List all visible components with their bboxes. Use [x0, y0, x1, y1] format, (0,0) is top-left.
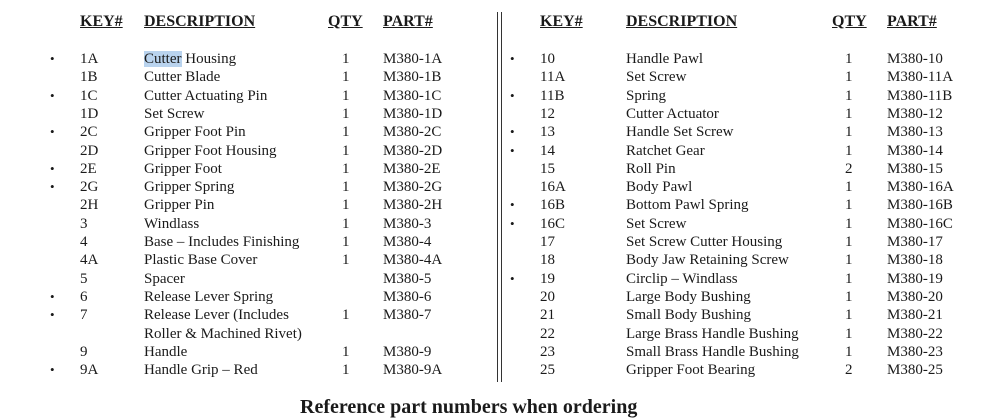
key-cell: 7	[80, 307, 88, 324]
row-bullet: •	[510, 215, 515, 231]
qty-cell: 1	[845, 87, 853, 104]
description-cell: Small Body Bushing	[626, 307, 752, 324]
row-bullet: •	[50, 124, 55, 140]
qty-cell: 1	[342, 142, 350, 159]
part-cell: M380-11B	[887, 87, 953, 104]
key-cell: 1D	[80, 105, 99, 122]
parts-row	[0, 233, 1000, 251]
right-header-description: DESCRIPTION	[626, 13, 738, 30]
qty-cell: 1	[342, 87, 350, 104]
parts-row	[0, 215, 1000, 233]
row-bullet: •	[50, 160, 55, 176]
description-cell: Cutter Housing	[144, 51, 237, 67]
parts-row	[0, 105, 1000, 123]
part-cell: M380-4	[383, 234, 432, 250]
qty-cell: 1	[845, 197, 853, 214]
qty-cell: 1	[845, 325, 853, 342]
right-header-qty: QTY	[832, 13, 867, 30]
qty-cell: 1	[342, 51, 350, 67]
description-cell: Roll Pin	[626, 160, 676, 177]
key-cell: 11B	[540, 87, 565, 104]
description-cell: Gripper Foot Pin	[144, 124, 246, 141]
qty-cell: 1	[342, 234, 350, 250]
parts-row	[0, 270, 1000, 288]
part-cell: M380-6	[383, 288, 432, 305]
description-cell: Set Screw	[626, 69, 687, 86]
description-cell: Roller & Machined Rivet)	[144, 325, 302, 342]
parts-row	[0, 123, 1000, 141]
parts-row	[0, 142, 1000, 160]
key-cell: 5	[80, 270, 88, 287]
description-cell: Circlip – Windlass	[626, 270, 738, 287]
description-cell: Cutter Actuating Pin	[144, 87, 268, 104]
part-cell: M380-21	[887, 307, 943, 324]
part-cell: M380-23	[887, 343, 943, 360]
part-cell: M380-1B	[383, 69, 442, 86]
parts-row	[0, 68, 1000, 86]
part-cell: M380-2E	[383, 160, 441, 177]
parts-row	[0, 288, 1000, 306]
part-cell: M380-22	[887, 325, 943, 342]
key-cell: 1A	[80, 51, 99, 67]
key-cell: 20	[540, 288, 555, 305]
key-cell: 2E	[80, 160, 97, 177]
description-cell: Base – Includes Finishing	[144, 234, 300, 250]
left-header-qty: QTY	[328, 13, 363, 30]
row-bullet: •	[50, 179, 55, 195]
description-cell: Windlass	[144, 215, 200, 232]
row-bullet: •	[510, 270, 515, 286]
row-bullet: •	[50, 362, 55, 378]
key-cell: 17	[540, 234, 555, 250]
parts-row	[0, 361, 1000, 379]
qty-cell: 1	[342, 362, 350, 379]
key-cell: 2G	[80, 179, 99, 196]
description-cell: Handle Grip – Red	[144, 362, 258, 379]
parts-row	[0, 178, 1000, 196]
description-cell: Cutter Blade	[144, 69, 221, 86]
qty-cell: 1	[342, 252, 350, 269]
key-cell: 18	[540, 252, 555, 269]
qty-cell: 1	[845, 142, 853, 159]
key-cell: 2D	[80, 142, 99, 159]
parts-row	[0, 196, 1000, 214]
text-selection-highlight[interactable]: Cutter	[144, 51, 182, 67]
row-bullet: •	[510, 197, 515, 213]
qty-cell: 1	[845, 215, 853, 232]
key-cell: 9	[80, 343, 88, 360]
parts-row	[0, 160, 1000, 178]
qty-cell: 1	[845, 179, 853, 196]
key-cell: 22	[540, 325, 555, 342]
left-header-key: KEY#	[80, 13, 123, 30]
key-cell: 19	[540, 270, 555, 287]
parts-row	[0, 343, 1000, 361]
part-cell: M380-4A	[383, 252, 443, 269]
key-cell: 1C	[80, 87, 98, 104]
right-header-part: PART#	[887, 13, 937, 30]
part-cell: M380-16C	[887, 215, 953, 232]
parts-row	[0, 50, 1000, 68]
qty-cell: 1	[845, 124, 853, 141]
part-cell: M380-1D	[383, 105, 443, 122]
description-cell: Release Lever Spring	[144, 288, 274, 305]
description-cell: Handle Pawl	[626, 51, 704, 67]
key-cell: 9A	[80, 362, 99, 379]
key-cell: 23	[540, 343, 555, 360]
right-header-key: KEY#	[540, 13, 583, 30]
key-cell: 25	[540, 362, 555, 379]
qty-cell: 1	[342, 215, 350, 232]
description-cell: Handle Set Screw	[626, 124, 734, 141]
row-bullet: •	[50, 51, 55, 66]
qty-cell: 1	[342, 307, 350, 324]
part-cell: M380-18	[887, 252, 943, 269]
part-cell: M380-16B	[887, 197, 953, 214]
description-cell: Gripper Foot Housing	[144, 142, 277, 159]
qty-cell: 1	[845, 234, 853, 250]
left-header-description: DESCRIPTION	[144, 13, 256, 30]
description-cell: Release Lever (Includes	[144, 307, 289, 324]
description-cell: Spring	[626, 87, 667, 104]
row-bullet: •	[50, 87, 55, 103]
key-cell: 3	[80, 215, 88, 232]
description-cell: Set Screw	[626, 215, 687, 232]
description-cell: Gripper Spring	[144, 179, 235, 196]
qty-cell: 1	[845, 51, 853, 67]
description-cell: Plastic Base Cover	[144, 252, 258, 269]
part-cell: M380-16A	[887, 179, 954, 196]
qty-cell: 1	[342, 179, 350, 196]
part-cell: M380-15	[887, 160, 943, 177]
key-cell: 4	[80, 234, 88, 250]
part-cell: M380-19	[887, 270, 943, 287]
description-cell: Gripper Pin	[144, 197, 215, 214]
key-cell: 13	[540, 124, 555, 141]
description-cell: Bottom Pawl Spring	[626, 197, 749, 214]
qty-cell: 2	[845, 160, 853, 177]
description-cell: Small Brass Handle Bushing	[626, 343, 799, 360]
description-cell: Large Brass Handle Bushing	[626, 325, 799, 342]
part-cell: M380-3	[383, 215, 432, 232]
description-cell: Set Screw Cutter Housing	[626, 234, 783, 250]
row-bullet: •	[50, 288, 55, 304]
key-cell: 2H	[80, 197, 99, 214]
description-cell: Body Jaw Retaining Screw	[626, 252, 789, 269]
qty-cell: 1	[342, 124, 350, 141]
qty-cell: 1	[845, 343, 853, 360]
key-cell: 6	[80, 288, 88, 305]
qty-cell: 2	[845, 362, 853, 379]
part-cell: M380-10	[887, 51, 943, 67]
qty-cell: 1	[845, 288, 853, 305]
qty-cell: 1	[342, 105, 350, 122]
part-cell: M380-17	[887, 234, 943, 250]
part-cell: M380-1C	[383, 87, 442, 104]
description-cell: Large Body Bushing	[626, 288, 751, 305]
part-cell: M380-2G	[383, 179, 443, 196]
qty-cell: 1	[845, 307, 853, 324]
part-cell: M380-9A	[383, 362, 443, 379]
key-cell: 1B	[80, 69, 98, 86]
part-cell: M380-13	[887, 124, 943, 141]
part-cell: M380-9	[383, 343, 432, 360]
part-cell: M380-7	[383, 307, 432, 324]
description-cell: Body Pawl	[626, 179, 693, 196]
key-cell: 4A	[80, 252, 99, 269]
left-header-part: PART#	[383, 13, 433, 30]
part-cell: M380-1A	[383, 51, 443, 67]
parts-row	[0, 251, 1000, 269]
part-cell: M380-25	[887, 362, 943, 379]
description-cell: Cutter Actuator	[626, 105, 719, 122]
part-cell: M380-2C	[383, 124, 442, 141]
part-cell: M380-5	[383, 270, 432, 287]
row-bullet: •	[50, 307, 55, 323]
key-cell: 10	[540, 51, 555, 67]
qty-cell: 1	[845, 105, 853, 122]
parts-row	[0, 87, 1000, 105]
qty-cell: 1	[342, 197, 350, 214]
description-cell: Gripper Foot Bearing	[626, 362, 756, 379]
key-cell: 21	[540, 307, 555, 324]
qty-cell: 1	[342, 343, 350, 360]
description-cell: Ratchet Gear	[626, 142, 705, 159]
description-cell: Set Screw	[144, 105, 205, 122]
qty-cell: 1	[845, 270, 853, 287]
key-cell: 11A	[540, 69, 566, 86]
description-cell: Spacer	[144, 270, 185, 287]
part-cell: M380-14	[887, 142, 943, 159]
description-cell: Handle	[144, 343, 188, 360]
row-bullet: •	[510, 87, 515, 103]
row-bullet: •	[510, 51, 515, 66]
part-cell: M380-11A	[887, 69, 954, 86]
key-cell: 16A	[540, 179, 566, 196]
part-cell: M380-2H	[383, 197, 443, 214]
parts-row	[0, 325, 1000, 343]
key-cell: 2C	[80, 124, 98, 141]
qty-cell: 1	[845, 252, 853, 269]
key-cell: 15	[540, 160, 555, 177]
part-cell: M380-2D	[383, 142, 443, 159]
parts-row	[0, 306, 1000, 324]
description-cell: Gripper Foot	[144, 160, 222, 177]
row-bullet: •	[510, 142, 515, 158]
part-cell: M380-20	[887, 288, 943, 305]
qty-cell: 1	[342, 69, 350, 86]
part-cell: M380-12	[887, 105, 943, 122]
key-cell: 12	[540, 105, 555, 122]
qty-cell: 1	[845, 69, 853, 86]
qty-cell: 1	[342, 160, 350, 177]
row-bullet: •	[510, 124, 515, 140]
key-cell: 16B	[540, 197, 566, 214]
footer-note: Reference part numbers when ordering	[300, 396, 638, 418]
key-cell: 14	[540, 142, 555, 159]
key-cell: 16C	[540, 215, 566, 232]
